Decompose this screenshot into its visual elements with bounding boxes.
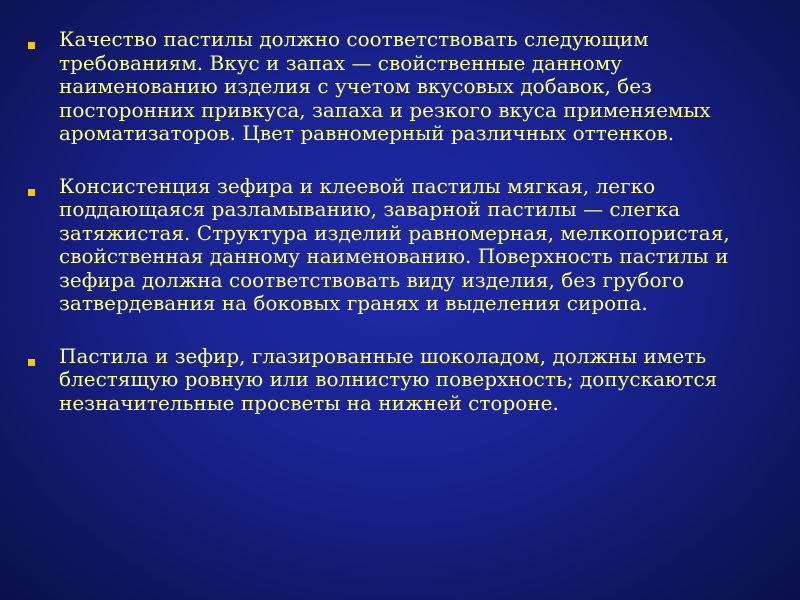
bullet-list <box>28 28 760 415</box>
bullet-item-quality <box>28 28 760 146</box>
square-bullet-icon <box>28 42 35 49</box>
bullet-text-consistency: Консистенция зефира и клеевой пастилы мягкая, легко поддающаяся разламыванию, заварной пастилы — слегка затяжистая. Структура изделий равномерная, мелкопористая, свойственная данному наименованию. Поверхность пастилы и зефира должна соответствовать виду изделия, без грубого затвердевания на боковых гранях и выделения сиропа. <box>59 173 730 315</box>
bullet-item-consistency <box>28 175 760 316</box>
bullet-text-quality: Качество пастилы должно соответствовать следующим требованиям. Вкус и запах — свойственные данному наименованию изделия с учетом вкусовых добавок, без посторонних привкуса, запаха и резкого вкуса применяемых ароматизаторов. Цвет равномерный различных оттенков. <box>59 27 711 145</box>
square-bullet-icon <box>28 189 35 196</box>
square-bullet-icon <box>28 359 35 366</box>
bullet-item-glazed <box>28 345 760 416</box>
bullet-text-glazed: Пастила и зефир, глазированные шоколадом, должны иметь блестящую ровную или волнистую поверхность; допускаются незначительные просветы на нижней стороне. <box>59 343 718 415</box>
